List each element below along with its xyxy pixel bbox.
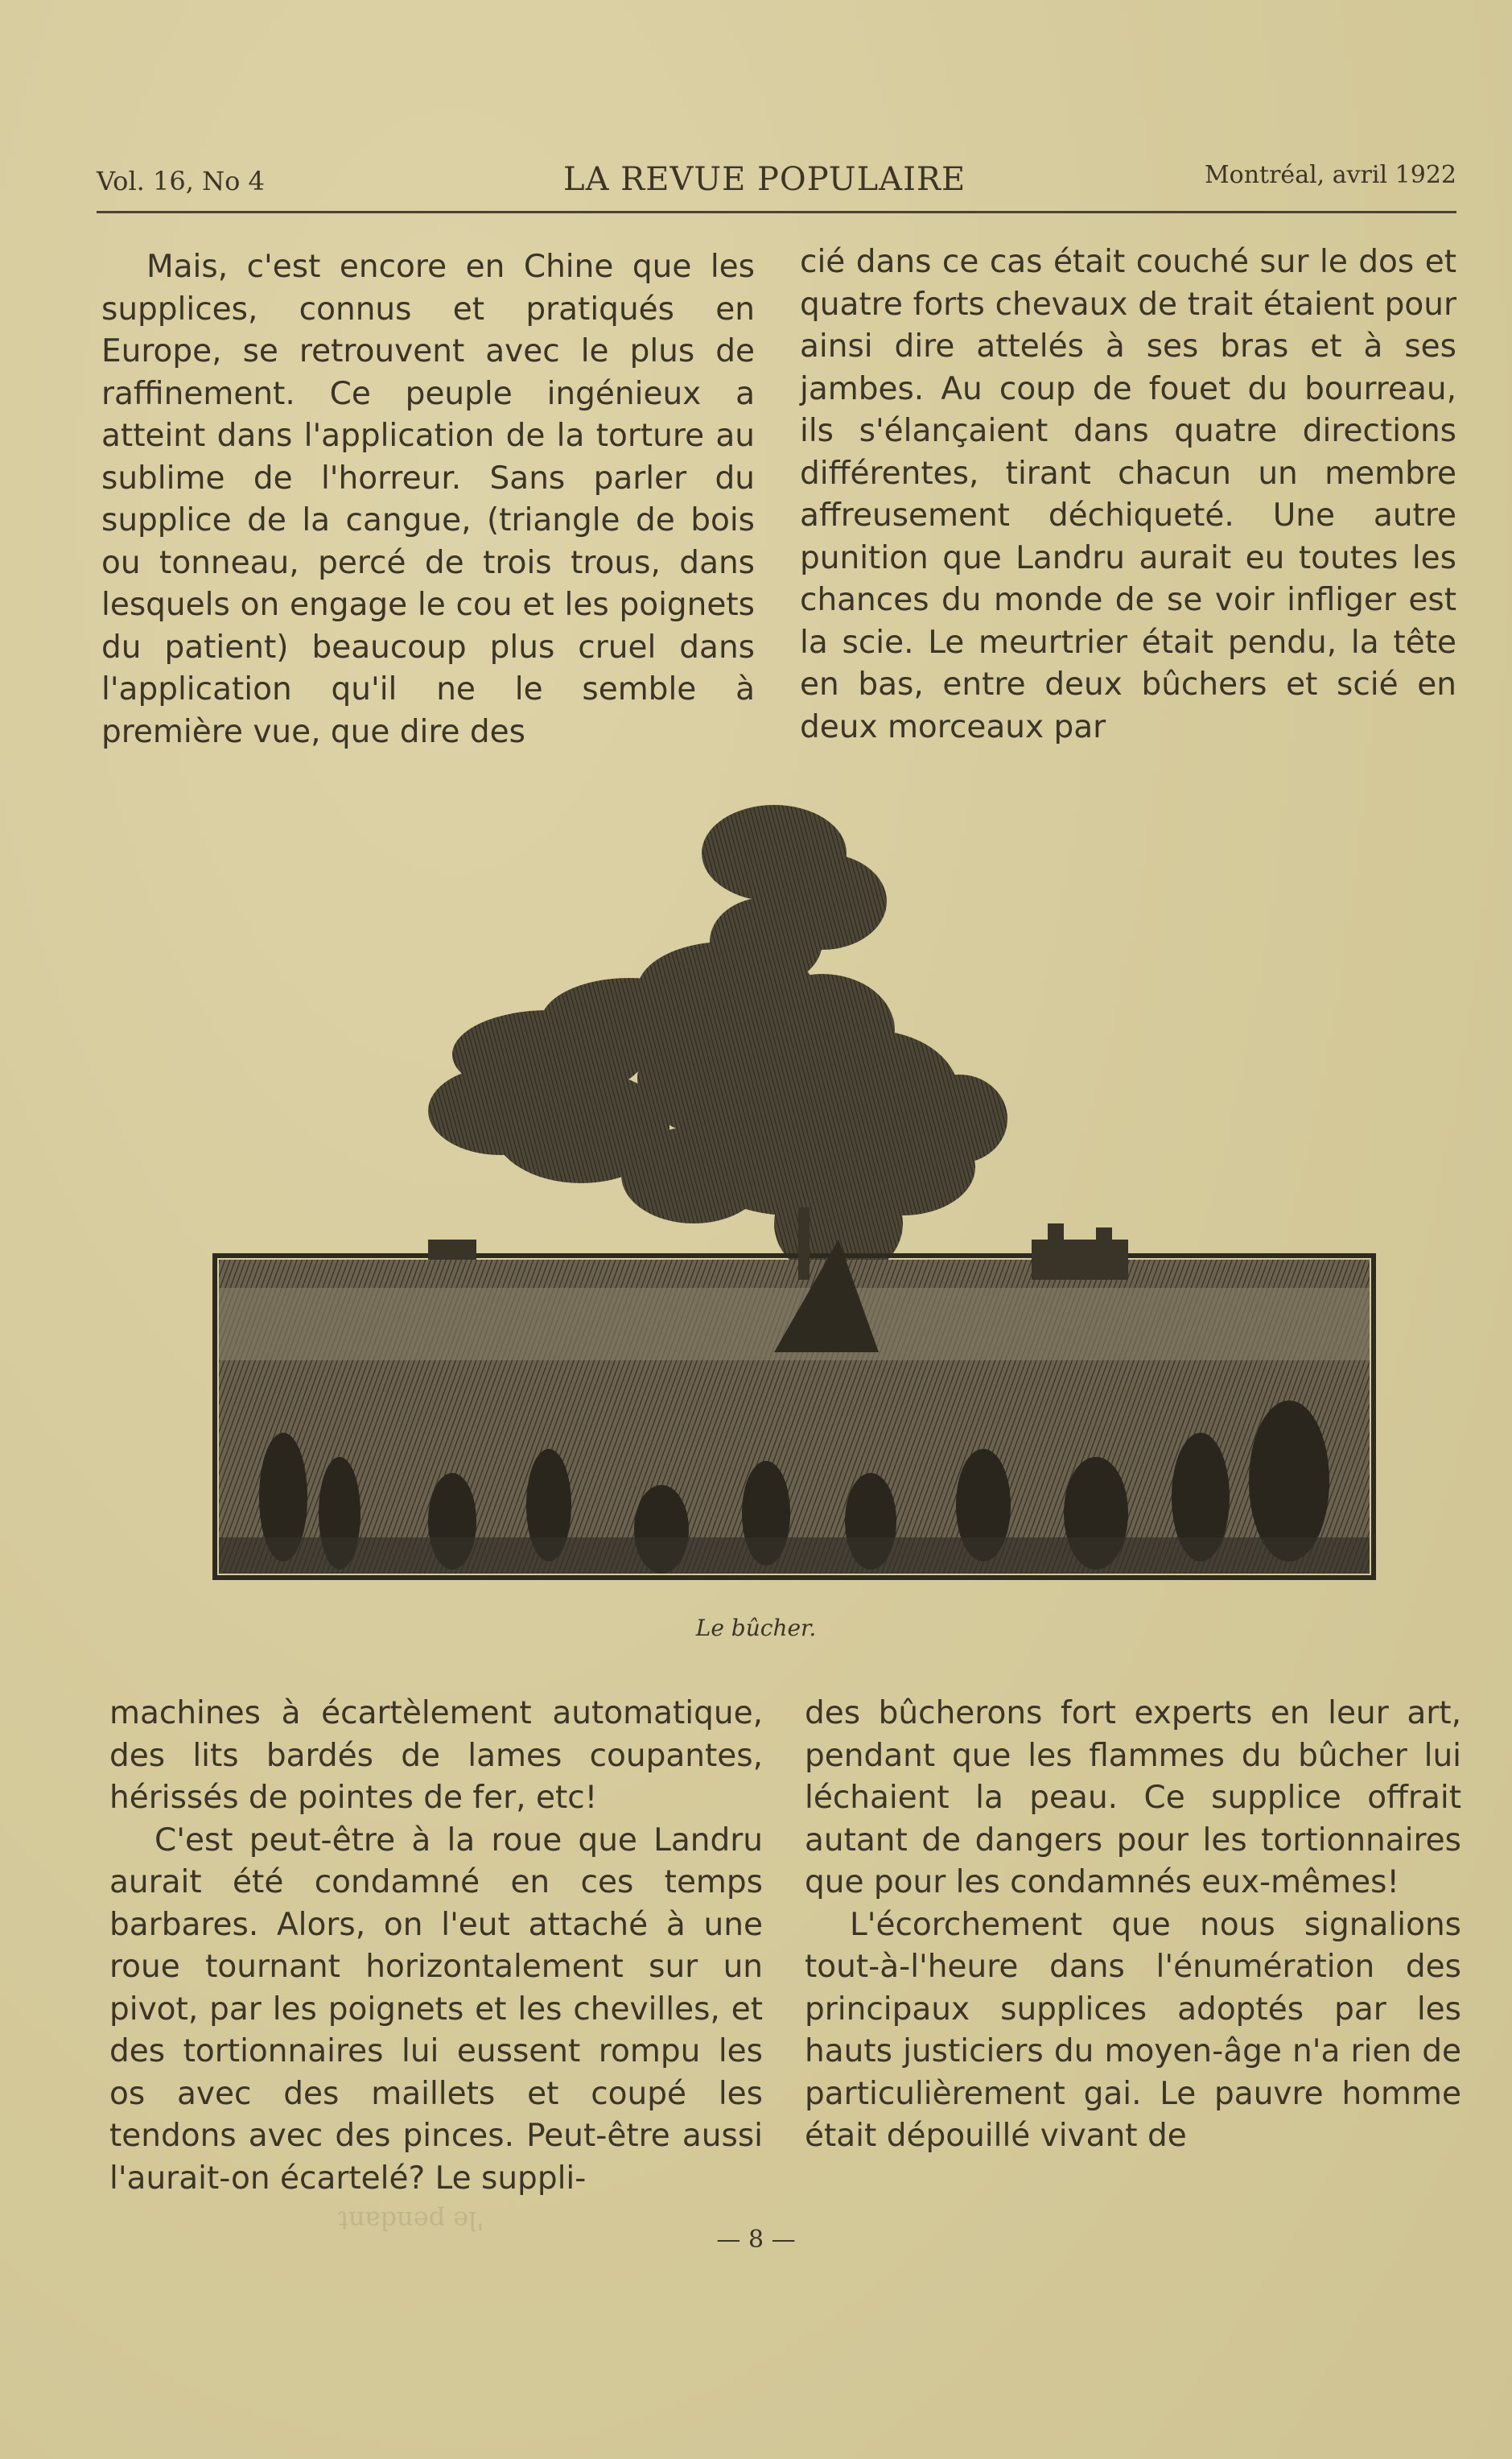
figure-caption: Le bûcher. — [695, 1615, 817, 1641]
page-number: — 8 — — [716, 2226, 796, 2254]
paragraph: des bûcherons fort experts en leur art, pendant que les flammes du bûcher lui léchaient la peau. Ce supplice offrait autant de dangers pour les tortionnaires que pour les condamnés eux-mêmes! — [805, 1695, 1461, 1900]
paragraph: L'écorchement que nous signalions tout-à-l'heure dans l'énumération des principaux supplices adoptés par les hauts justiciers du moyen-âge n'a rien de particulièrement gai. Le pauvre homme était dépouillé vivant de — [805, 1906, 1461, 2154]
paragraph: cié dans ce cas était couché sur le dos et quatre forts chevaux de trait étaient pour ainsi dire attelés à ses bras et à ses jambes. Au coup de fouet du bourreau, ils s'élançaient dans quatre directions différentes, tirant chacun un membre affreusement déchiqueté. Une autre punition que Landru aurait eu toutes les chances du monde de se voir infliger est la scie. Le meurtrier était pendu, la tête en bas, entre deux bûchers et scié en deux morceaux par — [800, 244, 1456, 745]
publication-title: LA REVUE POPULAIRE — [563, 161, 966, 198]
volume-number: Vol. 16, No 4 — [97, 166, 265, 196]
bleed-through-text: 'le pendant — [338, 2205, 484, 2236]
paragraph: Mais, c'est encore en Chine que les supplices, connus et pratiqués en Europe, se retrouvent avec le plus de raffinement. Ce peuple ingénieux a atteint dans l'application de la torture au sublime de l'horreur. Sans parler du supplice de la cangue, (triangle de bois ou tonneau, percé de trois trous, dans lesquels on engage le cou et les poignets du patient) beaucoup plus cruel dans l'application qu'il ne le semble à première vue, que dire des — [101, 249, 755, 750]
column-bottom-left — [109, 1693, 763, 2200]
header-rule — [97, 211, 1456, 213]
paragraph: machines à écartèlement automatique, des lits bardés de lames coupantes, hérissés de pointes de fer, etc! — [109, 1695, 763, 1816]
column-bottom-right — [805, 1693, 1461, 2158]
running-header — [97, 161, 1456, 201]
column-top-left — [101, 246, 755, 753]
place-date: Montréal, avril 1922 — [1204, 161, 1456, 189]
paragraph: C'est peut-être à la roue que Landru aurait été condamné en ces temps barbares. Alors, on l'eut attaché à une roue tournant horizontalement sur un pivot, par les poignets et les chevilles, et des tortionnaires lui eussent rompu les os avec des maillets et coupé les tendons avec des pinces. Peut-être aussi l'aurait-on écartelé? Le suppli- — [109, 1822, 763, 2197]
bonfire-illustration — [211, 789, 1378, 1582]
column-top-right — [800, 241, 1456, 749]
